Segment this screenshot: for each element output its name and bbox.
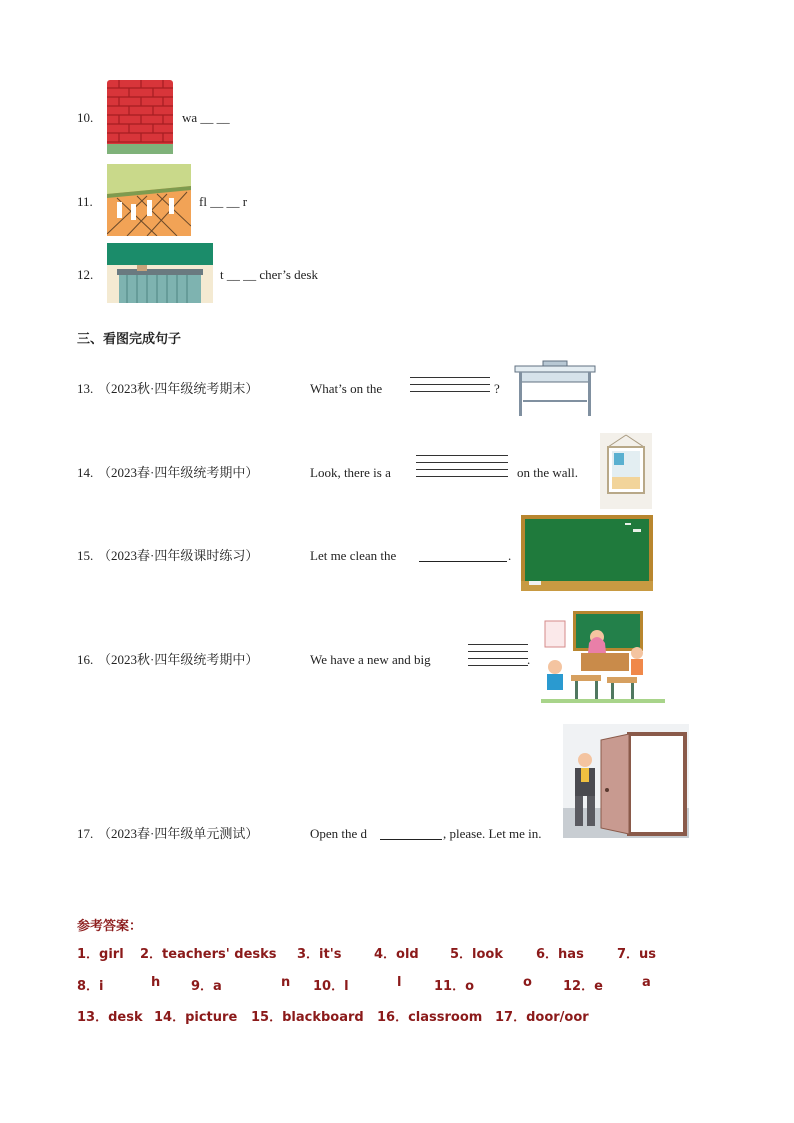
item-number: 17. — [77, 826, 94, 841]
teacher-desk-icon — [107, 243, 213, 303]
picture-icon — [600, 433, 652, 509]
answer-blank[interactable] — [380, 827, 442, 840]
item-number: 11. — [77, 194, 93, 209]
sentence-text: . — [508, 548, 512, 563]
question-source: （2023春·四年级单元测试） — [98, 826, 259, 841]
answers-title: 参考答案： — [77, 919, 143, 934]
answer-item: 13．desk — [77, 1010, 143, 1025]
sentence-text: on the wall. — [517, 465, 579, 480]
sentence-text: We have a new and big — [310, 652, 431, 667]
answer-blank[interactable] — [419, 549, 507, 562]
answer-lines[interactable] — [468, 644, 531, 672]
answer-item: l — [397, 975, 402, 990]
sentence-text: What’s on the — [310, 381, 383, 396]
sentence-text: ? — [494, 381, 500, 396]
door-icon — [563, 724, 689, 838]
answer-item: 11．o — [434, 979, 475, 994]
answer-item: 9．a — [191, 979, 222, 994]
answer-item: 8．i — [77, 979, 104, 994]
answer-lines[interactable] — [410, 377, 490, 398]
sentence-text: Open the d — [310, 826, 368, 841]
item-number: 15. — [77, 548, 94, 563]
answer-item: 10．l — [313, 979, 349, 994]
answer-item: n — [281, 975, 291, 990]
sentence-text: , please. Let me in. — [443, 826, 542, 841]
item-number: 12. — [77, 267, 94, 282]
answer-item: 4．old — [374, 947, 419, 962]
blackboard-icon — [521, 515, 653, 591]
section-title: 三、看图完成句子 — [77, 332, 182, 347]
answer-item: 5．look — [450, 947, 504, 962]
question-source: （2023春·四年级统考期中） — [98, 465, 259, 480]
classroom-icon — [537, 607, 669, 705]
word-blank-teachers-desk: t __ __ cher’s desk — [220, 267, 318, 282]
answer-item: 15．blackboard — [251, 1010, 364, 1025]
brick-wall-icon — [107, 80, 173, 154]
answer-lines[interactable] — [416, 455, 508, 483]
answer-item: 16．classroom — [377, 1010, 483, 1025]
answer-item: o — [523, 975, 532, 990]
answer-item: a — [642, 975, 651, 990]
question-source: （2023秋·四年级统考期中） — [98, 652, 259, 667]
answer-item: 17．door/oor — [495, 1010, 589, 1025]
answer-item: 3．it's — [297, 947, 342, 962]
item-number: 16. — [77, 652, 94, 667]
answer-item: 6．has — [536, 947, 584, 962]
sentence-text: Look, there is a — [310, 465, 391, 480]
question-source: （2023春·四年级课时练习） — [98, 548, 259, 563]
item-number: 13. — [77, 381, 94, 396]
answer-item: 2．teachers' desks — [140, 947, 277, 962]
answer-item: 14．picture — [154, 1010, 238, 1025]
answer-item: 1．girl — [77, 947, 124, 962]
sentence-text: . — [527, 652, 531, 667]
floor-icon — [107, 164, 191, 236]
answer-item: h — [151, 975, 161, 990]
item-number: 14. — [77, 465, 94, 480]
sentence-text: Let me clean the — [310, 548, 397, 563]
answer-item: 12．e — [563, 979, 603, 994]
question-source: （2023秋·四年级统考期末） — [98, 381, 259, 396]
answer-item: 7．us — [617, 947, 657, 962]
word-blank-floor: fl __ __ r — [199, 194, 248, 209]
desk-icon — [513, 360, 597, 416]
word-blank-wall: wa __ __ — [182, 110, 230, 125]
item-number: 10. — [77, 110, 94, 125]
